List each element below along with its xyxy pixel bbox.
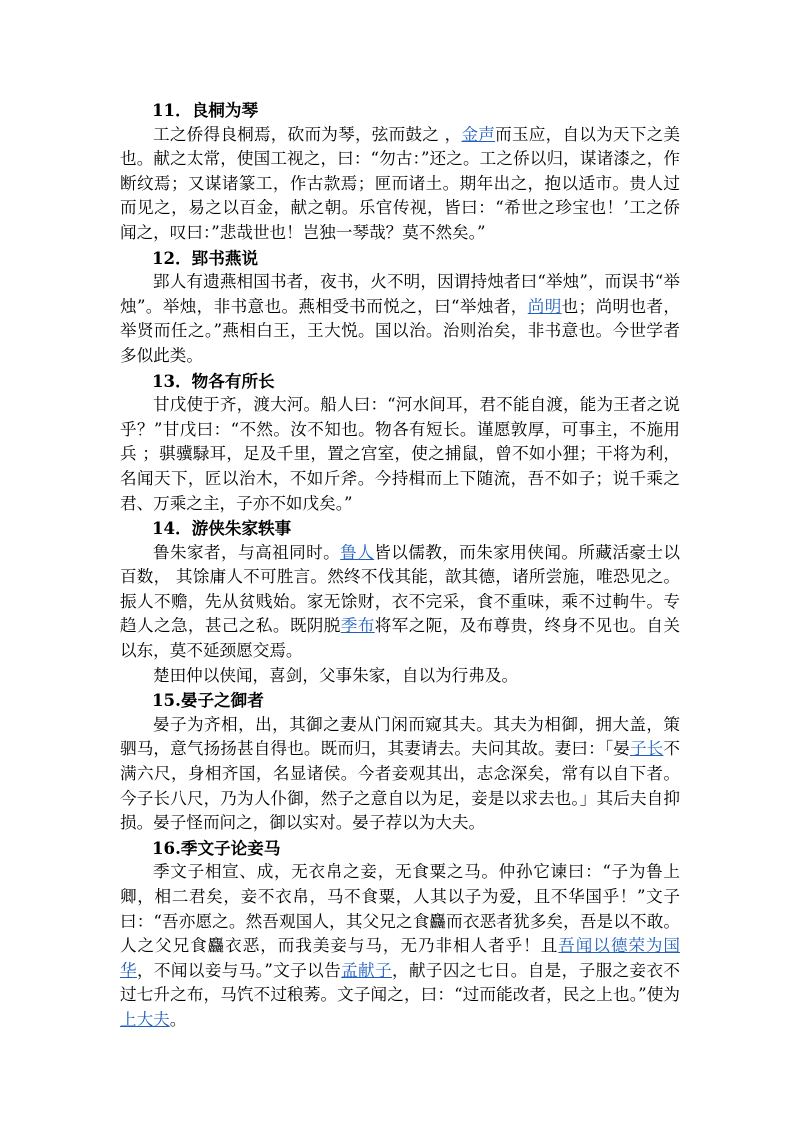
paragraph-text: 不满六尺，身相齐国，名显诸侯。今者妾观其出，志念深矣，常有以自下者。今子长八尺，乃为人仆御，然子之意自以为足，妾是以求去也。」其后夫自抑损。晏子怪而问之，御以实对。晏子荐以为大夫。: [120, 739, 680, 833]
hyperlink[interactable]: 尚明: [527, 296, 562, 316]
paragraph-text: 而玉应，自以为天下之美也。献之太常，使国工视之，曰：“勿古：”还之。工之侨以归，谋诸漆之，作断纹焉；又谋诸篆工，作古款焉；匣而诸土。期年出之，抱以适市。贵人过而见之，易之以百金，献之朝。乐官传视，皆曰：“希世之珍宝也！’工之侨闻之，叹曰：”悲哉世也！岂独一琴哉？莫不然矣。”: [120, 124, 681, 242]
paragraph-text: ，不闻以妾与马。”文子以告: [136, 960, 342, 980]
section-title: 15.晏子之御者: [152, 690, 264, 711]
paragraph-text: 。: [169, 1009, 187, 1029]
section-title: 14．游侠朱家轶事: [152, 518, 292, 539]
hyperlink[interactable]: 金声: [461, 124, 496, 144]
paragraph-text: 晏子为齐相，出，其御之妻从门闲而窥其夫。其夫为相御，拥大盖，策驷马，意气扬扬甚自得也。既而归，其妻请去。夫问其故。妻曰：「晏: [120, 714, 680, 759]
section-paragraph: [120, 393, 680, 516]
hyperlink[interactable]: 孟献子: [341, 960, 392, 980]
paragraph-text: 甘戊使于齐，渡大河。船人曰：“河水间耳，君不能自渡，能为王者之说乎？”甘戊曰：“不然。汝不知也。物各有短长。谨愿敦厚，可事主，不施用兵 ；骐骥騄耳，足及千里，置之宫室，使之捕鼠，曾不如小狸；干将为利，名闻天下，匠以治木，不如斤斧。今持楫而上下随流，吾不如子；说千乘之君、万乘之主，子亦不如戊矣。”: [120, 395, 680, 513]
document-page: [120, 98, 680, 1033]
hyperlink[interactable]: 子长: [629, 739, 664, 759]
paragraph-text: 皆以儒教，而朱家用侠闻。所藏活豪士以百数， 其馀庸人不可胜言。然终不伐其能，歆其德，诸所尝施，唯恐见之。振人不赡，先从贫贱始。家无馀财，衣不完采，食不重味，乘不过軥牛。专趋人之急，甚己之私。既阴脱: [120, 542, 681, 636]
paragraph-text: ，献子囚之七日。自是，子服之妾衣不过七升之布，马饩不过稂莠。文子闻之，曰：“过而能改者，民之上也。”使为: [120, 960, 681, 1005]
section-title: 16.季文子论妾马: [152, 837, 281, 858]
paragraph-text: 将军之阨，及布尊贵，终身不见也。自关以东，莫不延颈愿交焉。: [120, 616, 681, 661]
section-paragraph: [120, 664, 680, 689]
hyperlink[interactable]: 上大夫: [120, 1009, 170, 1029]
section-paragraph: [120, 123, 680, 246]
section-title: 12．郢书燕说: [152, 247, 259, 268]
section-title: 13．物各有所长: [152, 370, 275, 391]
paragraph-text: 工之侨得良桐焉，砍而为琴，弦而鼓之 ，: [153, 124, 462, 144]
hyperlink[interactable]: 鲁人: [340, 542, 375, 562]
section-paragraph: [120, 270, 680, 368]
paragraph-text: 郢人有遗燕相国书者，夜书，火不明，因谓持烛者曰“举烛”，而误书“举烛”。举烛，非书意也。燕相受书而悦之，曰“举烛者，: [120, 272, 680, 316]
section-paragraph: [120, 860, 680, 1032]
section-title: 11．良桐为琴: [152, 100, 259, 120]
hyperlink[interactable]: 季布: [340, 616, 375, 636]
hyperlink[interactable]: 吾闻以德荣为国华: [120, 936, 681, 980]
section-paragraph: [120, 541, 680, 664]
paragraph-text: 也；尚明也者，举贤而任之。”燕相白王，王大悦。国以治。治则治矣，非书意也。今世学者多似此类。: [120, 296, 681, 365]
paragraph-text: 季文子相宣、成，无衣帛之妾，无食粟之马。仲孙它谏曰：“子为鲁上卿，相二君矣，妾不衣帛，马不食粟，人其以子为爱，且不华国乎！”文子曰：“吾亦愿之。然吾观国人，其父兄之食麤而衣恶者犹多矣，吾是以不敢。人之父兄食麤衣恶，而我美妾与马，无乃非相人者乎！且: [120, 862, 680, 956]
section-paragraph: [120, 713, 680, 836]
paragraph-text: 鲁朱家者，与高祖同时。: [153, 542, 341, 562]
paragraph-text: 楚田仲以侠闻，喜剑，父事朱家，自以为行弗及。: [153, 665, 519, 685]
